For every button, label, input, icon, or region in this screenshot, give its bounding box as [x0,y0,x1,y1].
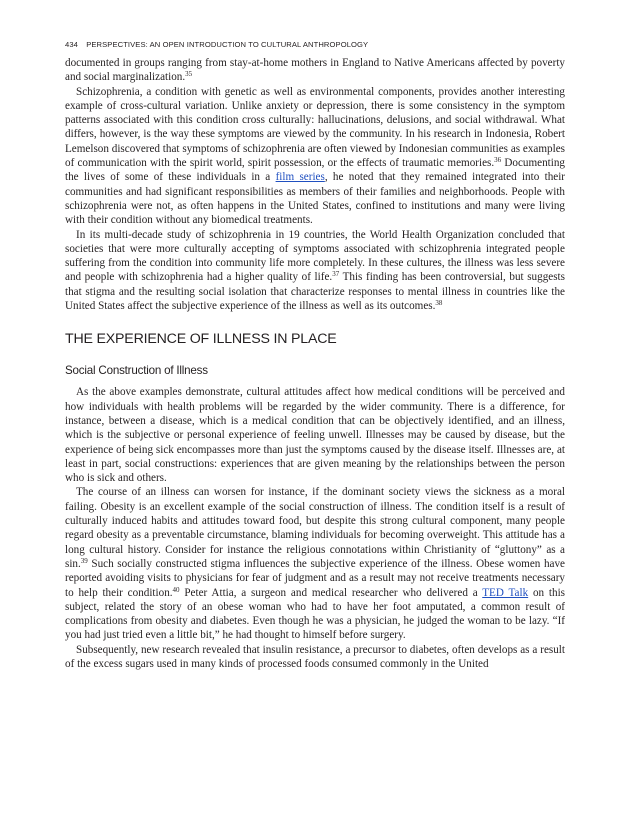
endnote-37[interactable]: 37 [332,270,340,279]
endnote-39[interactable]: 39 [80,556,88,565]
endnote-36[interactable]: 36 [494,156,502,165]
subsection-heading: Social Construction of Illness [65,364,208,378]
text-run: This finding has been controversial, but suggests that stigma and the resulting social isolation that characterize responses to mental illness in countries like the United States affect the subjective experience of the illness as well as its outcomes. [65,271,565,313]
text-run: Schizophrenia, a condition with genetic as well as environmental components, provides another interesting example of cross-cultural variation. Unlike anxiety or depression, there is some consistency in the symptom patterns associated with this condition cross culturally: hallucinations, delusions, and social withdrawal. What differs, however, is the way these symptoms are viewed by the community. In his research in Indonesia, Robert Lemelson discovered that symptoms of schizophrenia are often viewed by Indonesian communities as examples of communication with the spirit world, spirit possession, or the effects of traumatic memories. [65,85,565,170]
paragraph-obesity [65,485,565,642]
section-heading: THE EXPERIENCE OF ILLNESS IN PLACE [65,331,337,348]
text-run: In its multi-decade study of schizophrenia in 19 countries, the World Health Organization concluded that societies that were more culturally accepting of symptoms associated with schizophrenia integrated people suffering from the condition into community life more completely. In these cultures, the illness was less severe and people with schizophrenia had a higher quality of life. [65,228,565,284]
text-run: Peter Attia, a surgeon and medical researcher who delivered a [179,586,483,599]
paragraph-continued [65,56,565,85]
page-number: 434 [65,40,78,49]
text-run: on this subject, related the story of an obese woman who had to have her foot amputated, a common result of complications from obesity and diabetes. Even though he was a physician, he judged the woman to be lazy. “If you had just tried even a little bit,” he had thought to himself before surgery. [65,586,566,642]
film-series-link[interactable]: film series [275,171,325,184]
text-run: Subsequently, new research revealed that insulin resistance, a precursor to diabetes, often develops as a result of the excess sugars used in many kinds of processed foods consumed commonly in the United [65,643,565,670]
paragraph-insulin [65,643,565,672]
body-text [65,56,565,671]
endnote-38[interactable]: 38 [435,299,443,308]
running-header [65,40,565,49]
paragraph-schizophrenia [65,85,565,228]
text-run: documented in groups ranging from stay-at-home mothers in England to Native Americans affected by poverty and social marginalization. [65,57,565,84]
endnote-40[interactable]: 40 [172,585,180,594]
text-run: , he noted that they remained integrated into their communities and had significant responsibilities as members of their families and neighborhoods. People with schizophrenia were not, as often happens in the United States, confined to institutions and many were living with their condition without any biomedical treatments. [65,171,566,227]
text-run: As the above examples demonstrate, cultural attitudes affect how medical conditions will be perceived and how individuals with health problems will be regarded by the wider community. There is a difference, for instance, between a disease, which is a medical condition that can be objectively identified, and an illness, which is the subjective or personal experience of feeling unwell. Illnesses may be caused by disease, but the experience of being sick encompasses more than just the symptoms caused by the disease itself. Illnesses are, at least in part, social constructions: experiences that are given meaning by the relationships between the person who is sick and others. [65,386,565,485]
ted-talk-link[interactable]: TED Talk [482,586,529,599]
paragraph-who-study [65,228,565,314]
text-run: Such socially constructed stigma influences the subjective experience of the illness. Obese women have reported avoiding visits to physicians for fear of judgment and as a result may not receive treatments necessary to help their condition. [65,557,565,599]
endnote-35[interactable]: 35 [185,70,193,79]
text-run: Documenting the lives of some of these individuals in a [65,157,565,184]
book-title: PERSPECTIVES: AN OPEN INTRODUCTION TO CULTURAL ANTHROPOLOGY [86,40,369,49]
paragraph-disease-illness [65,385,565,485]
text-run: The course of an illness can worsen for instance, if the dominant society views the sickness as a moral failing. Obesity is an excellent example of the social construction of illness. The condition itself is a result of culturally induced habits and attitudes toward food, but despite this strong cultural component, many people regard obesity as a preventable circumstance, blaming individuals for becoming overweight. This attitude has a long cultural history. Consider for instance the religious connotations within Christianity of “gluttony” as a sin. [65,486,565,570]
